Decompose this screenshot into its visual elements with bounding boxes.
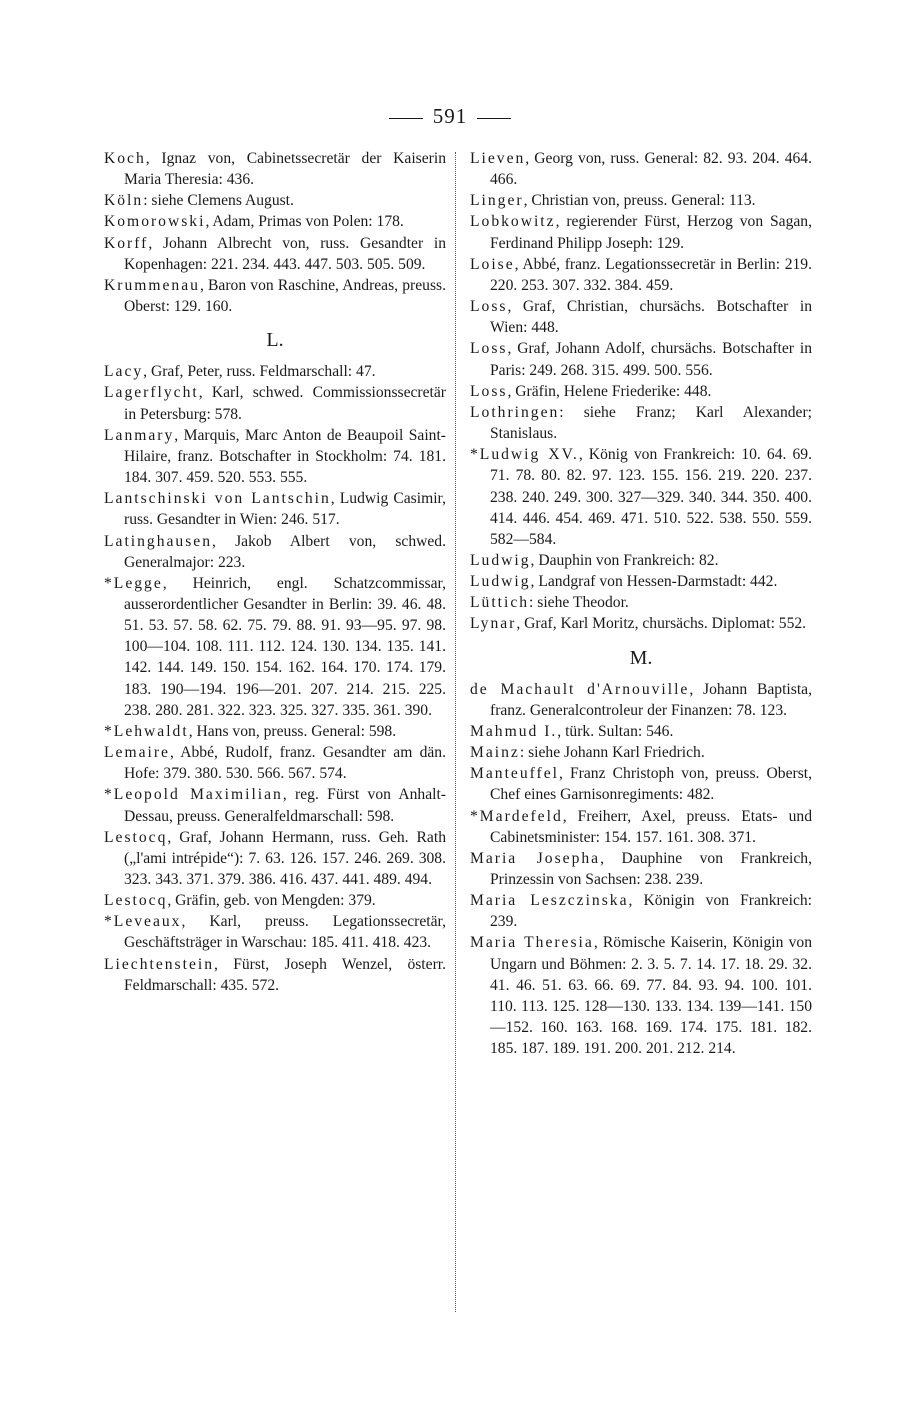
entry-name: *Leopold Maximilian <box>104 786 283 804</box>
index-entry <box>470 721 812 742</box>
entry-name: Loss <box>470 382 508 400</box>
entry-name: Ludwig <box>470 551 531 569</box>
index-entry <box>104 211 446 232</box>
entry-details: , Freiherr, Axel, preuss. Etats- und Cabinetsminister: 154. 157. 161. 308. 371. <box>490 807 812 846</box>
index-entry <box>470 444 812 550</box>
entry-name: *Lehwaldt <box>104 722 189 740</box>
entry-name: Lagerflycht <box>104 384 199 402</box>
index-entry <box>104 190 446 211</box>
index-entry <box>470 296 812 338</box>
entry-name: Koch <box>104 150 146 167</box>
entry-details: , Königin von Frankreich: 239. <box>490 892 812 931</box>
entry-details: , Marquis, Marc Anton de Beaupoil Saint-Hilaire, franz. Botschafter in Stockholm: 74. 181. 184. 307. 459. 520. 553. 555. <box>124 426 446 487</box>
header-rule-left <box>389 118 423 119</box>
entry-details: , Karl, schwed. Commissionssecretär in Petersburg: 578. <box>124 384 446 423</box>
index-entry <box>470 592 812 613</box>
entry-name: Korff <box>104 234 149 252</box>
entry-details: , Baron von Raschine, Andreas, preuss. Oberst: 129. 160. <box>124 276 446 316</box>
entry-details: , Georg von, russ. General: 82. 93. 204. 464. 466. <box>490 150 812 189</box>
entry-name: Lantschinski von Lantschin <box>104 490 331 508</box>
index-entry <box>104 488 446 530</box>
index-entry <box>104 531 446 573</box>
index-entry <box>104 361 446 382</box>
index-entry <box>470 211 812 253</box>
entry-name: Lestocq <box>104 892 168 910</box>
entry-details: , Graf, Christian, chursächs. Botschafter in Wien: 448. <box>490 298 812 337</box>
index-entry <box>104 784 446 826</box>
entry-details: , Franz Christoph von, preuss. Oberst, Chef eines Garnisonregiments: 482. <box>490 765 812 804</box>
entry-name: Mahmud I. <box>470 722 558 740</box>
index-entry <box>470 254 812 296</box>
right-column <box>470 148 812 1059</box>
index-entry <box>104 148 446 190</box>
entry-name: Latinghausen <box>104 532 213 550</box>
index-entry <box>470 806 812 848</box>
header-rule-right <box>477 118 511 119</box>
entry-details: , Ludwig Casimir, russ. Gesandter in Wien: 246. 517. <box>124 490 447 529</box>
entry-details: , Adam, Primas von Polen: 178. <box>205 213 404 231</box>
entry-name: Krummenau <box>104 276 200 294</box>
entry-name: Maria Josepha <box>470 849 601 867</box>
section-letter: M. <box>629 646 653 669</box>
index-entry <box>104 742 446 784</box>
entry-details: : siehe Clemens August. <box>143 192 294 210</box>
entry-details: : siehe Johann Karl Friedrich. <box>519 744 705 762</box>
entry-name: Köln <box>104 192 144 210</box>
index-entry <box>470 402 812 444</box>
entry-details: , Ignaz von, Cabinetssecretär der Kaiserin Maria Theresia: 436. <box>124 150 446 189</box>
entry-details: , Karl, preuss. Legationssecretär, Geschäftsträger in Warschau: 185. 411. 418. 423. <box>124 913 446 952</box>
entry-details: , Abbé, franz. Legationssecretär in Berlin: 219. 220. 253. 307. 332. 384. 459. <box>490 255 812 294</box>
entry-name: *Ludwig XV. <box>470 446 579 464</box>
entry-details: , Graf, Karl Moritz, chursächs. Diplomat: 552. <box>516 615 807 633</box>
index-entry <box>470 932 812 1059</box>
entry-name: Maria Theresia <box>470 934 594 952</box>
index-entry <box>104 827 446 890</box>
entry-details: , regierender Fürst, Herzog von Sagan, Ferdinand Philipp Joseph: 129. <box>490 213 812 252</box>
entry-name: de Machault d'Arnouville <box>470 680 690 698</box>
entry-details: : siehe Theodor. <box>529 594 629 612</box>
entry-details: , reg. Fürst von Anhalt-Dessau, preuss. Generalfeldmarschall: 598. <box>124 786 446 825</box>
entry-name: Linger <box>470 192 524 210</box>
entry-name: Lacy <box>104 363 144 381</box>
index-entry <box>104 890 446 911</box>
index-entry <box>104 721 446 742</box>
index-entry <box>470 848 812 890</box>
entry-details: , Römische Kaiserin, Königin von Ungarn und Böhmen: 2. 3. 5. 7. 14. 17. 18. 29. 32. 41. 46. 51. 63. 66. 69. 77. 84. 93. 94. 100. 101. 110. 113. 125. 128—130. 133. 134. 139—141. 150—152. 160. 163. 168. 169. 174. 175. 181. 182. 185. 187. 189. 191. 200. 201. 212. 214. <box>490 934 813 1058</box>
section-letter: L. <box>266 329 284 352</box>
index-entry <box>470 550 812 571</box>
entry-name: Lestocq <box>104 828 168 846</box>
entry-details: , Abbé, Rudolf, franz. Gesandter am dän. Hofe: 379. 380. 530. 566. 567. 574. <box>124 744 446 783</box>
entry-name: Ludwig <box>470 573 531 591</box>
entry-name: Loise <box>470 255 515 273</box>
entry-details: , Hans von, preuss. General: 598. <box>188 722 397 740</box>
index-entry <box>470 148 812 190</box>
entry-name: Lemaire <box>104 744 170 762</box>
entry-details: , Johann Albrecht von, russ. Gesandter in Kopenhagen: 221. 234. 443. 447. 503. 505. 509. <box>124 234 446 273</box>
column-divider <box>455 152 456 1312</box>
entry-details: , Jakob Albert von, schwed. Generalmajor: 223. <box>124 532 446 571</box>
entry-name: Lothringen <box>470 403 560 421</box>
index-entry <box>470 571 812 592</box>
entry-details: , Johann Baptista, franz. Generalcontroleur der Finanzen: 78. 123. <box>490 680 812 719</box>
index-entry <box>470 679 812 721</box>
entry-name: Lieven <box>470 150 526 167</box>
entry-details: , Graf, Johann Hermann, russ. Geh. Rath („l'ami intrépide“): 7. 63. 126. 157. 246. 269. 308. 323. 343. 371. 379. 386. 416. 437. 441. 489. 494. <box>124 828 446 888</box>
entry-details: , Dauphine von Frankreich, Prinzessin von Sachsen: 238. 239. <box>490 849 812 888</box>
entry-name: Loss <box>470 340 508 358</box>
entry-name: Lobkowitz <box>470 213 556 231</box>
index-entry <box>104 382 446 424</box>
entry-name: Manteuffel <box>470 765 559 783</box>
page-header <box>0 104 900 129</box>
index-entry <box>104 573 446 721</box>
entry-details: , Dauphin von Frankreich: 82. <box>530 551 719 569</box>
entry-name: Lanmary <box>104 426 175 444</box>
entry-details: , Graf, Johann Adolf, chursächs. Botschafter in Paris: 249. 268. 315. 499. 500. 556. <box>490 340 812 379</box>
entry-name: Maria Leszczinska <box>470 892 629 910</box>
index-entry <box>104 911 446 953</box>
entry-details: : siehe Franz; Karl Alexander; Stanislaus. <box>490 403 812 443</box>
index-entry <box>104 275 446 317</box>
index-entry <box>104 233 446 275</box>
entry-name: *Legge <box>104 574 163 592</box>
entry-name: Liechtenstein <box>104 955 214 973</box>
index-entry <box>470 890 812 932</box>
entry-details: , Fürst, Joseph Wenzel, österr. Feldmarschall: 435. 572. <box>124 955 446 994</box>
entry-details: , Heinrich, engl. Schatzcommissar, ausserordentlicher Gesandter in Berlin: 39. 46. 48. 51. 53. 57. 58. 62. 75. 79. 88. 91. 93—95. 97. 98. 100—104. 108. 111. 112. 124. 130. 134. 135. 141. 142. 144. 149. 150. 154. 162. 164. 170. 174. 179. 183. 190—194. 196—201. 207. 214. 215. 225. 238. 280. 281. 322. 323. 325. 327. 335. 361. 390. <box>124 574 446 719</box>
index-entry <box>470 381 812 402</box>
entry-name: Lüttich <box>470 594 530 612</box>
index-entry <box>470 742 812 763</box>
entry-details: , Landgraf von Hessen-Darmstadt: 442. <box>530 573 778 591</box>
left-column <box>104 148 446 996</box>
entry-details: , Gräfin, geb. von Mengden: 379. <box>167 892 376 910</box>
index-entry <box>470 190 812 211</box>
entry-name: *Leveaux <box>104 913 182 931</box>
entry-name: Komorowski <box>104 213 206 231</box>
entry-name: Mainz <box>470 744 520 762</box>
index-entry <box>104 954 446 996</box>
index-entry <box>470 763 812 805</box>
index-entry <box>470 613 812 634</box>
entry-details: , König von Frankreich: 10. 64. 69. 71. 78. 80. 82. 97. 123. 155. 156. 219. 220. 237. 238. 240. 249. 300. 327—329. 340. 344. 350. 400. 414. 446. 454. 469. 471. 510. 522. 538. 550. 559. 582—584. <box>490 446 812 548</box>
index-entry <box>104 425 446 488</box>
entry-details: , Graf, Peter, russ. Feldmarschall: 47. <box>143 363 376 381</box>
page-number: 591 <box>432 104 468 128</box>
entry-name: Loss <box>470 298 508 316</box>
entry-details: , türk. Sultan: 546. <box>557 722 674 740</box>
index-entry <box>470 338 812 380</box>
entry-name: *Mardefeld <box>470 807 563 825</box>
entry-details: , Christian von, preuss. General: 113. <box>523 192 756 210</box>
entry-name: Lynar <box>470 615 517 633</box>
entry-details: , Gräfin, Helene Friederike: 448. <box>507 382 712 400</box>
